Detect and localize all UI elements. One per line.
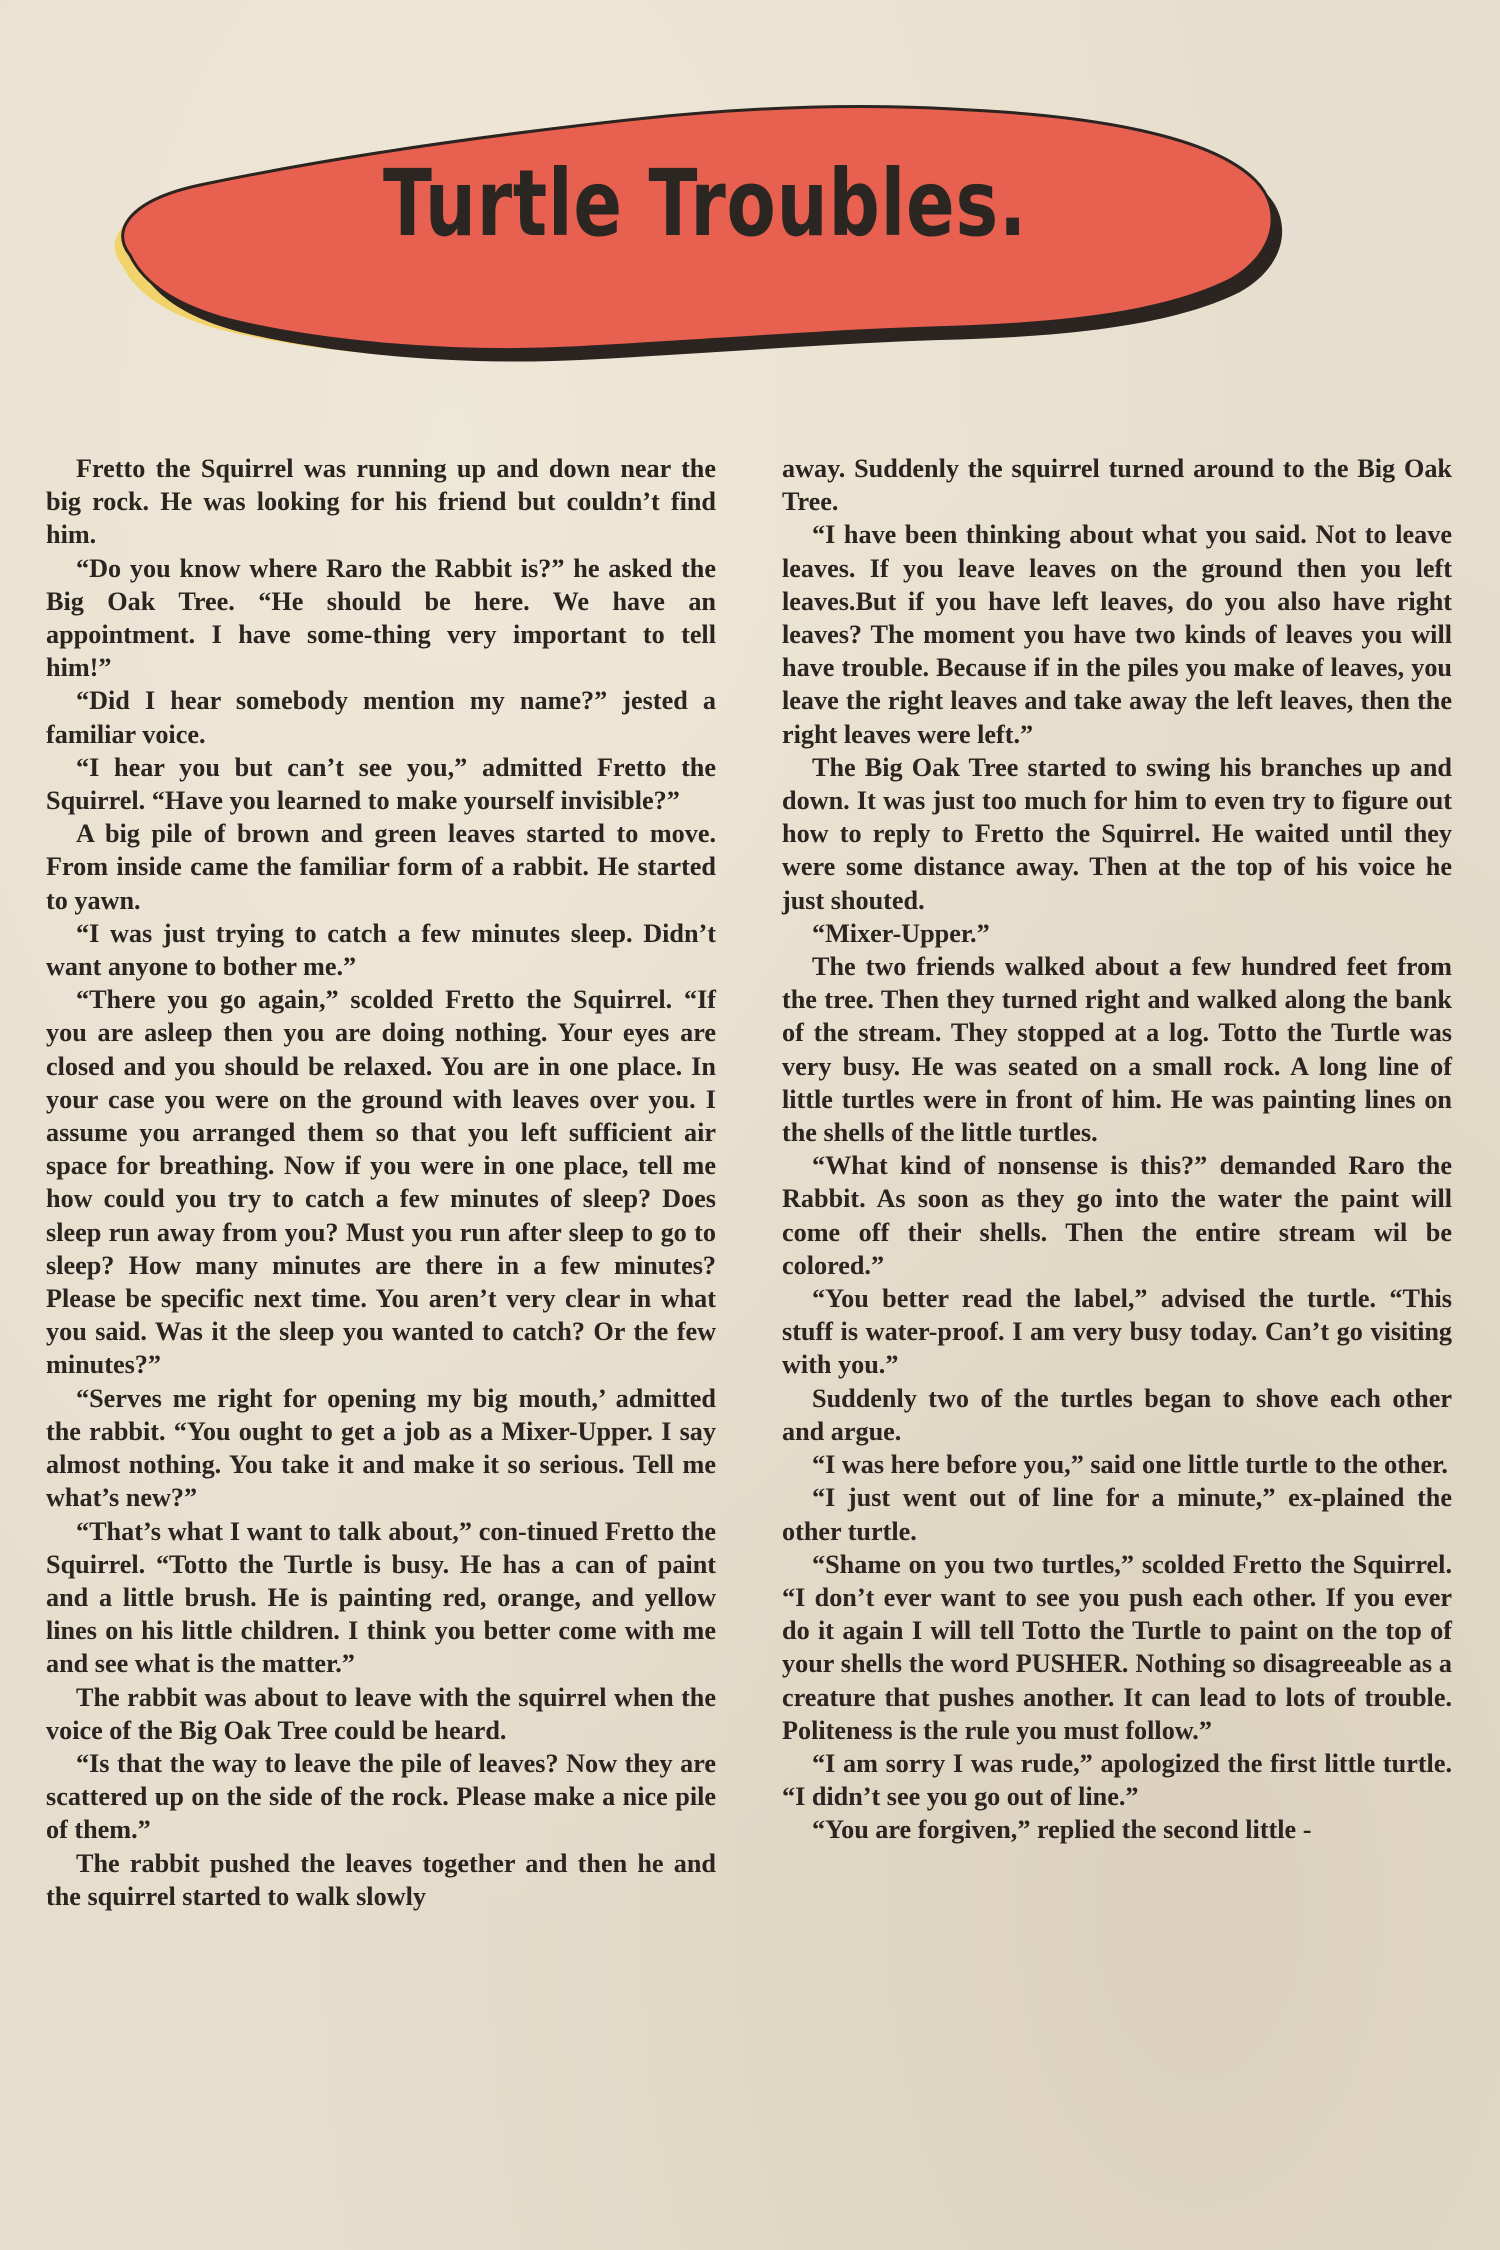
paragraph: “I am sorry I was rude,” apologized the first little turtle. “I didn’t see you go out of line.”: [782, 1748, 1452, 1812]
paragraph: “I just went out of line for a minute,” ex-plained the other turtle.: [782, 1483, 1452, 1546]
paragraph: The rabbit was about to leave with the squirrel when the voice of the Big Oak Tree could be heard.: [46, 1682, 716, 1745]
paragraph: Suddenly two of the turtles began to shove each other and argue.: [782, 1383, 1452, 1446]
right-text-column: [782, 452, 1452, 2142]
paragraph: Fretto the Squirrel was running up and down near the big rock. He was looking for his friend but couldn’t find him.: [46, 454, 716, 550]
paragraph: “What kind of nonsense is this?” demanded Raro the Rabbit. As soon as they go into the water the paint will come off their shells. Then the entire stream wil be colored.”: [782, 1151, 1452, 1280]
paragraph: The Big Oak Tree started to swing his branches up and down. It was just too much for him to even try to figure out how to reply to Fretto the Squirrel. He waited until they were some distance away. Then at the top of his voice he just shouted.: [782, 752, 1452, 915]
paragraph: “Do you know where Raro the Rabbit is?” he asked the Big Oak Tree. “He should be here. We have an appointment. I have some-thing very important to tell him!”: [46, 553, 716, 683]
left-text-column: [46, 452, 716, 2142]
story-title: Turtle Troubles.: [382, 150, 1028, 257]
paragraph: “Serves me right for opening my big mouth,’ admitted the rabbit. “You ought to get a job as a Mixer-Upper. I say almost nothing. You take it and make it so serious. Tell me what’s new?”: [46, 1383, 716, 1513]
paragraph: “You are forgiven,” replied the second little -: [812, 1815, 1312, 1845]
paragraph: “You better read the label,” advised the turtle. “This stuff is water-proof. I am very busy today. Can’t go visiting with you.”: [782, 1284, 1452, 1380]
paragraph: The rabbit pushed the leaves together and then he and the squirrel started to walk slowly: [46, 1848, 716, 1911]
paragraph: “Is that the way to leave the pile of leaves? Now they are scattered up on the side of the rock. Please make a nice pile of them.”: [46, 1748, 716, 1845]
paragraph: “I was here before you,” said one little turtle to the other.: [812, 1450, 1448, 1480]
paragraph: “Shame on you two turtles,” scolded Fretto the Squirrel. “I don’t ever want to see you push each other. If you ever do it again I will tell Totto the Turtle to paint on the top of your shells the word PUSHER. Nothing so disagreeable as a creature that pushes another. It can lead to lots of trouble. Politeness is the rule you must follow.”: [782, 1549, 1452, 1745]
paragraph: “Mixer-Upper.”: [812, 918, 990, 948]
paragraph: “Did I hear somebody mention my name?” jested a familiar voice.: [46, 686, 716, 749]
title-banner: [90, 80, 1320, 380]
paragraph: “That’s what I want to talk about,” con-tinued Fretto the Squirrel. “Totto the Turtle is busy. He has a can of paint and a little brush. He is painting red, orange, and yellow lines on his little children. I think you better come with me and see what is the matter.”: [46, 1516, 716, 1679]
paragraph: “I have been thinking about what you said. Not to leave leaves. If you leave leaves on the ground then you left leaves.But if you have left leaves, do you also have right leaves? The moment you have two kinds of leaves you will have trouble. Because if in the piles you make of leaves, you leave the right leaves and take away the left leaves, then the right leaves were left.”: [782, 520, 1452, 749]
paragraph: “There you go again,” scolded Fretto the Squirrel. “If you are asleep then you are doing nothing. Your eyes are closed and you should be relaxed. You are in one place. In your case you were on the ground with leaves over you. I assume you arranged them so that you left sufficient air space for breathing. Now if you were in one place, tell me how could you try to catch a few minutes of sleep? Does sleep run away from you? Must you run after sleep to go to sleep? How many minutes are there in a few minutes? Please be specific next time. You aren’t very clear in what you said. Was it the sleep you wanted to catch? Or the few minutes?”: [46, 985, 716, 1380]
paragraph: “I hear you but can’t see you,” admitted Fretto the Squirrel. “Have you learned to make yourself invisible?”: [46, 752, 716, 816]
paragraph-continued: away. Suddenly the squirrel turned around to the Big Oak Tree.: [782, 454, 1452, 517]
paragraph: “I was just trying to catch a few minutes sleep. Didn’t want anyone to bother me.”: [46, 918, 716, 982]
paragraph: The two friends walked about a few hundred feet from the tree. Then they turned right and walked along the bank of the stream. They stopped at a log. Totto the Turtle was very busy. He was seated on a small rock. A long line of little turtles were in front of him. He was painting lines on the shells of the little turtles.: [782, 952, 1452, 1148]
paragraph: A big pile of brown and green leaves started to move. From inside came the familiar form of a rabbit. He started to yawn.: [46, 819, 716, 915]
